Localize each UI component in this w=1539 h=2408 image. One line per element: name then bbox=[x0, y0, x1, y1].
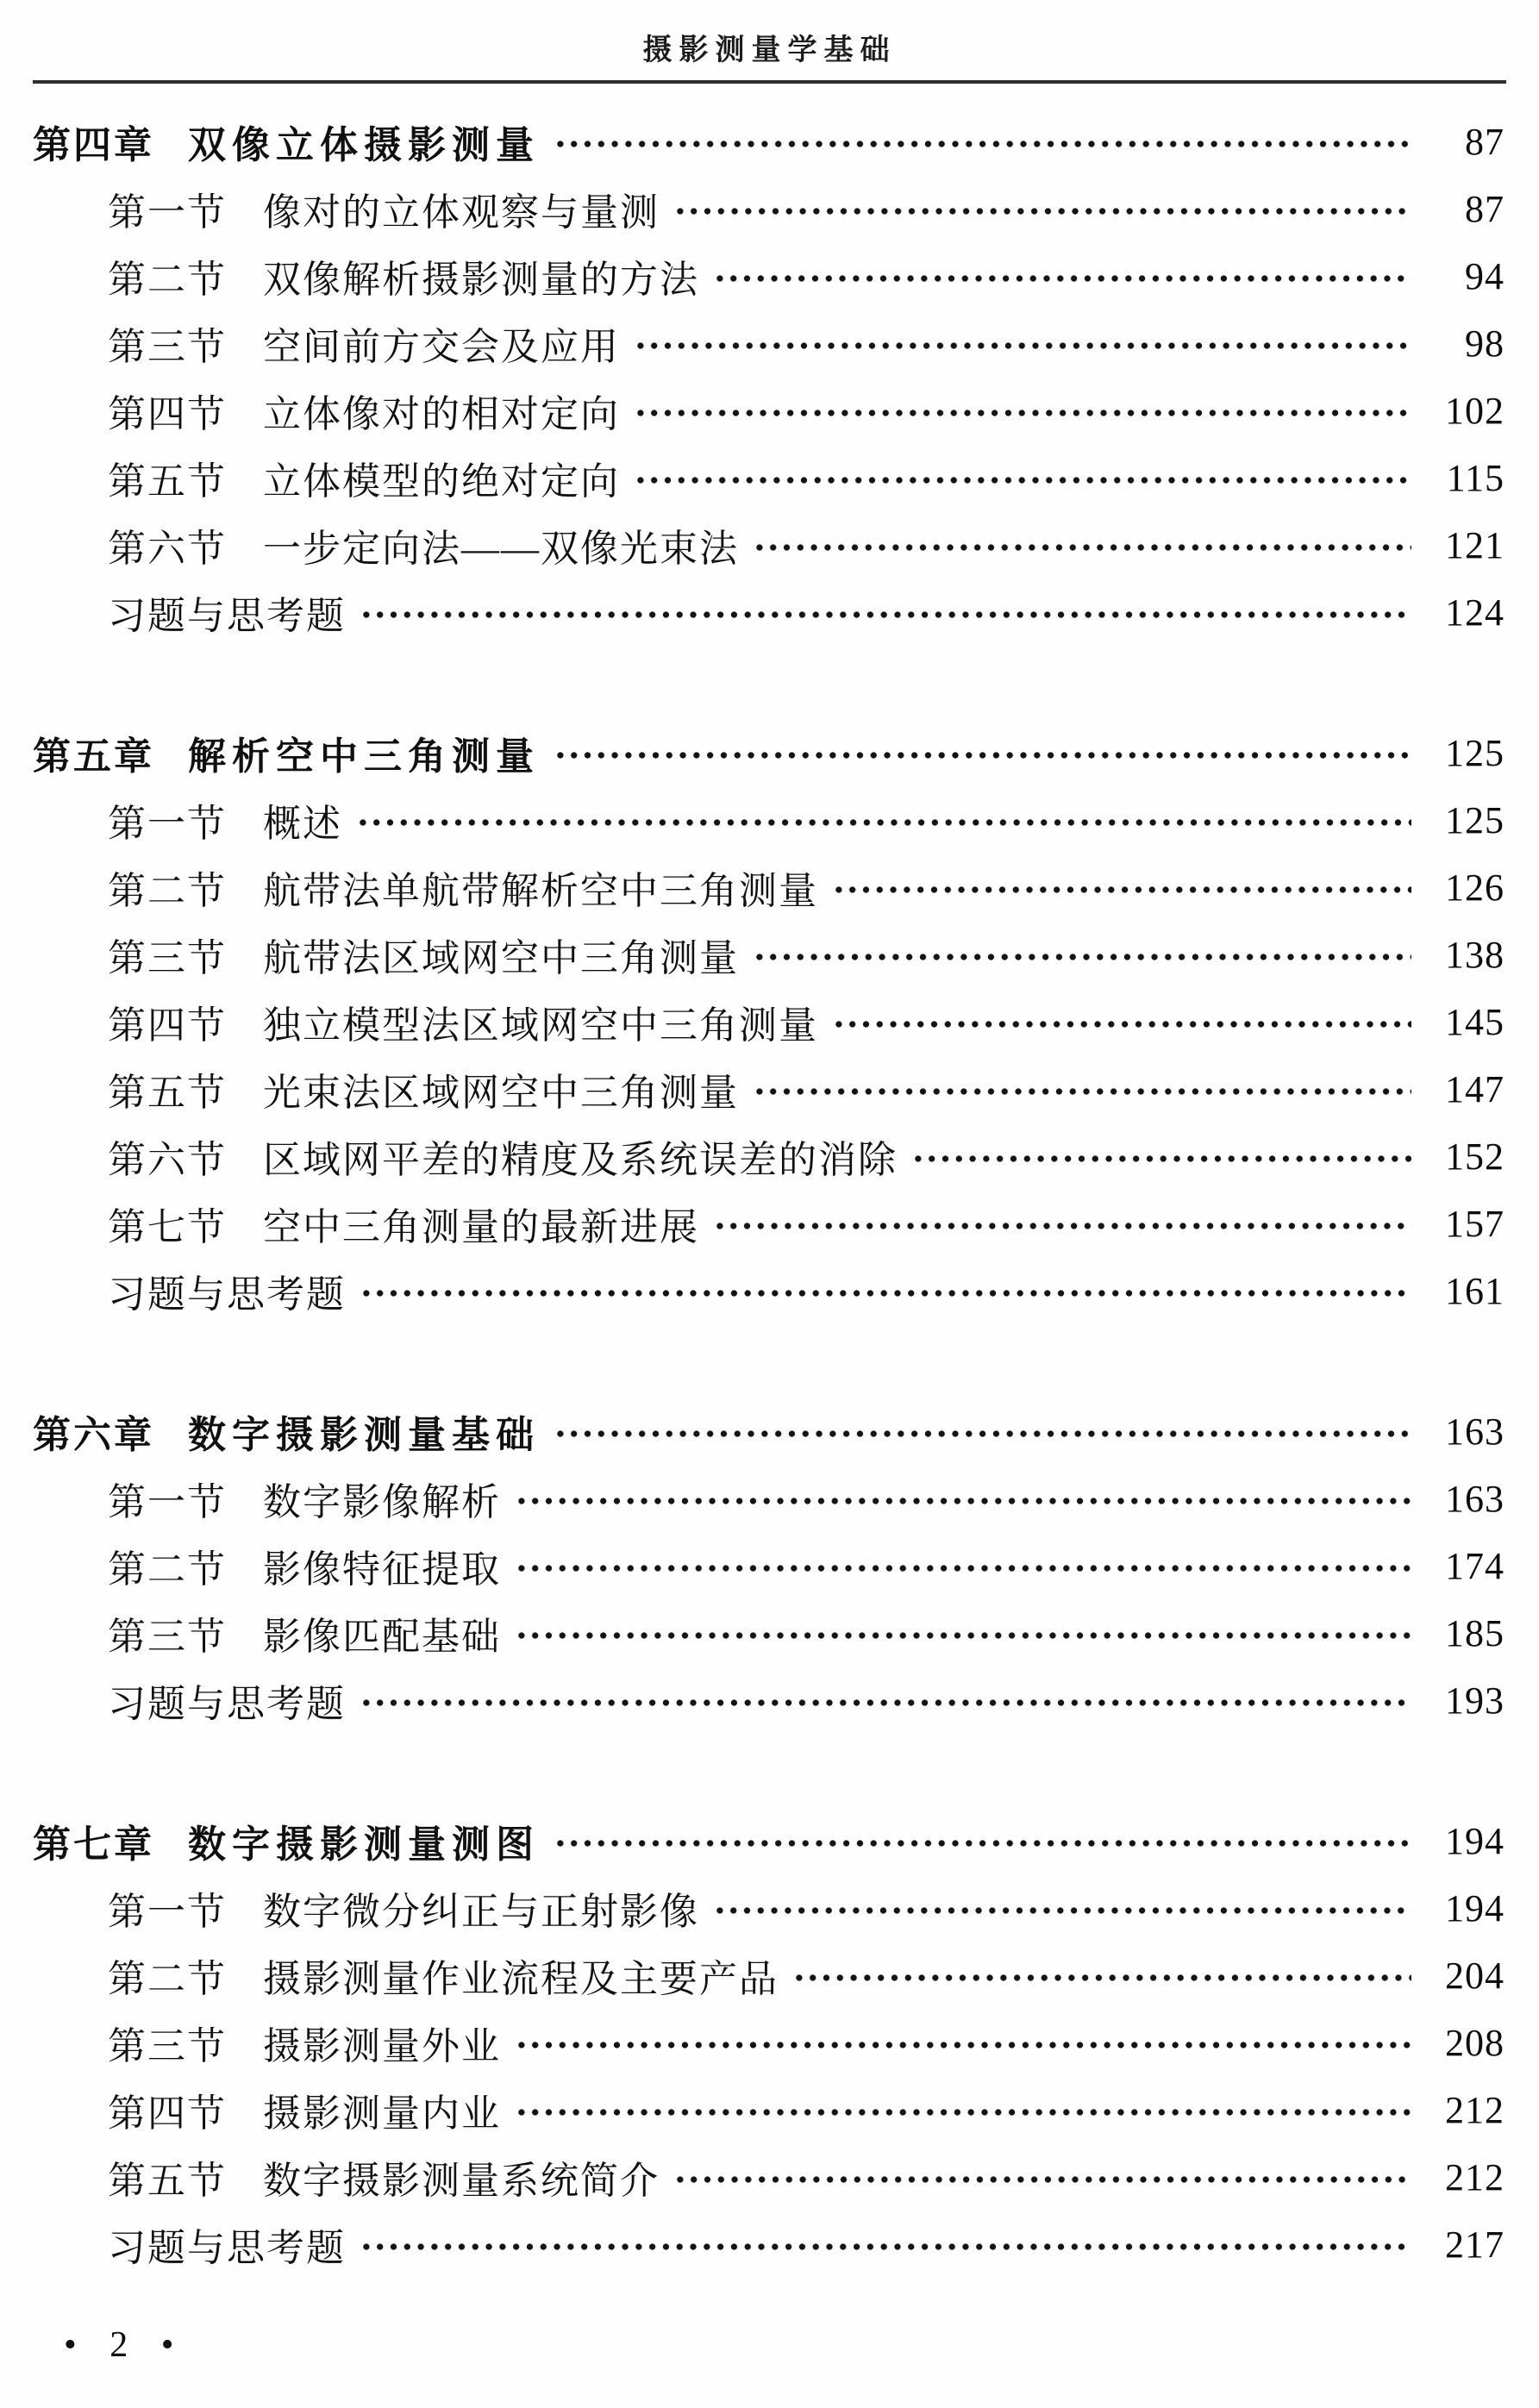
page-number: 161 bbox=[1445, 1269, 1505, 1312]
section-title: 影像特征提取 bbox=[263, 1548, 501, 1591]
section-title: 数字影像解析 bbox=[263, 1481, 501, 1523]
page-number: 194 bbox=[1445, 1886, 1505, 1930]
page-number: 163 bbox=[1445, 1477, 1505, 1520]
toc-section-row bbox=[0, 1067, 1539, 1114]
page-number: 163 bbox=[1445, 1410, 1505, 1453]
section-title: 空间前方交会及应用 bbox=[263, 326, 620, 368]
footer-page-number: • 2 • bbox=[64, 2325, 186, 2365]
section-title: 影像匹配基础 bbox=[263, 1616, 501, 1658]
section-title: 数字摄影测量系统简介 bbox=[263, 2160, 660, 2202]
section-title: 光束法区域网空中三角测量 bbox=[263, 1072, 739, 1114]
toc-section-row bbox=[0, 2155, 1539, 2202]
section-number: 第三节 bbox=[108, 937, 227, 979]
dot-leader bbox=[792, 1973, 1411, 1982]
section-title: 摄影测量作业流程及主要产品 bbox=[263, 1958, 779, 2000]
toc-section-row bbox=[0, 1954, 1539, 2000]
dot-leader bbox=[360, 2242, 1411, 2251]
page-number: 212 bbox=[1445, 2155, 1505, 2198]
book-title: 摄影测量学基础 bbox=[642, 34, 897, 66]
page-number: 204 bbox=[1445, 1954, 1505, 1997]
section-title: 区域网平差的精度及系统误差的消除 bbox=[263, 1139, 898, 1181]
page-number: 98 bbox=[1465, 322, 1505, 365]
page-number: 174 bbox=[1445, 1544, 1505, 1587]
toc-section-row bbox=[0, 866, 1539, 912]
page-number: 157 bbox=[1445, 1202, 1505, 1245]
toc-section-row bbox=[0, 2021, 1539, 2067]
chapter-number: 第七章 bbox=[33, 1823, 154, 1866]
page-number: 212 bbox=[1445, 2088, 1505, 2131]
header-rule bbox=[33, 80, 1506, 84]
toc-section-row bbox=[0, 322, 1539, 368]
section-number: 第五节 bbox=[108, 1072, 227, 1114]
section-number: 第五节 bbox=[108, 2160, 227, 2202]
dot-leader bbox=[911, 1154, 1411, 1163]
chapter-number: 第四章 bbox=[33, 124, 154, 166]
section-number: 第三节 bbox=[108, 1616, 227, 1658]
section-number: 第一节 bbox=[108, 1891, 227, 1933]
section-number: 第六节 bbox=[108, 1139, 227, 1181]
toc-section-row bbox=[0, 798, 1539, 845]
page-number: 193 bbox=[1445, 1679, 1505, 1722]
page-number: 185 bbox=[1445, 1611, 1505, 1654]
dot-leader bbox=[515, 2108, 1411, 2117]
page-number: 217 bbox=[1445, 2223, 1505, 2266]
exercise-title: 习题与思考题 bbox=[108, 1683, 346, 1725]
table-of-contents bbox=[0, 120, 1539, 2269]
dot-leader bbox=[356, 818, 1411, 827]
toc-section-row bbox=[0, 1202, 1539, 1248]
toc-chapter-block bbox=[0, 1819, 1539, 2269]
toc-chapter-block bbox=[0, 731, 1539, 1316]
section-number: 第一节 bbox=[108, 1481, 227, 1523]
page-number: 145 bbox=[1445, 1000, 1505, 1043]
section-title: 概述 bbox=[263, 803, 342, 845]
page-number: 208 bbox=[1445, 2021, 1505, 2064]
dot-leader bbox=[634, 409, 1411, 417]
section-title: 立体模型的绝对定向 bbox=[263, 460, 620, 503]
page-number: 94 bbox=[1465, 254, 1505, 297]
section-number: 第二节 bbox=[108, 259, 227, 301]
toc-chapter-block bbox=[0, 1410, 1539, 1725]
page-number: 124 bbox=[1445, 591, 1505, 634]
dot-leader bbox=[515, 1631, 1411, 1640]
page-footer bbox=[64, 2324, 185, 2366]
page-number: 147 bbox=[1445, 1067, 1505, 1110]
dot-leader bbox=[515, 1497, 1411, 1505]
page-number: 121 bbox=[1445, 523, 1505, 566]
section-number: 第三节 bbox=[108, 2025, 227, 2067]
dot-leader bbox=[515, 2041, 1411, 2049]
toc-section-row bbox=[0, 2088, 1539, 2135]
dot-leader bbox=[554, 1839, 1411, 1848]
section-title: 航带法单航带解析空中三角测量 bbox=[263, 870, 818, 912]
chapter-title: 数字摄影测量基础 bbox=[188, 1414, 540, 1456]
dot-leader bbox=[753, 1087, 1411, 1096]
toc-exercise-row bbox=[0, 2223, 1539, 2269]
dot-leader bbox=[360, 1698, 1411, 1707]
toc-section-row bbox=[0, 1000, 1539, 1047]
section-number: 第一节 bbox=[108, 803, 227, 845]
dot-leader bbox=[713, 1222, 1411, 1230]
page-number: 87 bbox=[1465, 187, 1505, 230]
section-title: 摄影测量外业 bbox=[263, 2025, 501, 2067]
section-title: 航带法区域网空中三角测量 bbox=[263, 937, 739, 979]
toc-section-row bbox=[0, 523, 1539, 570]
chapter-number: 第六章 bbox=[33, 1414, 154, 1456]
section-title: 双像解析摄影测量的方法 bbox=[263, 259, 699, 301]
toc-chapter-row bbox=[0, 1410, 1539, 1456]
toc-section-row bbox=[0, 933, 1539, 979]
section-title: 独立模型法区域网空中三角测量 bbox=[263, 1004, 818, 1047]
page-number: 115 bbox=[1446, 456, 1505, 499]
section-title: 空中三角测量的最新进展 bbox=[263, 1206, 699, 1248]
toc-section-row bbox=[0, 1477, 1539, 1523]
dot-leader bbox=[713, 274, 1411, 283]
section-number: 第四节 bbox=[108, 1004, 227, 1047]
section-title: 摄影测量内业 bbox=[263, 2092, 501, 2135]
toc-section-row bbox=[0, 187, 1539, 234]
toc-section-row bbox=[0, 1886, 1539, 1933]
toc-section-row bbox=[0, 1611, 1539, 1658]
toc-section-row bbox=[0, 1544, 1539, 1591]
dot-leader bbox=[753, 543, 1411, 552]
exercise-title: 习题与思考题 bbox=[108, 2227, 346, 2269]
dot-leader bbox=[554, 140, 1411, 148]
toc-exercise-row bbox=[0, 1679, 1539, 1725]
section-title: 立体像对的相对定向 bbox=[263, 393, 620, 435]
toc-section-row bbox=[0, 456, 1539, 503]
dot-leader bbox=[634, 476, 1411, 485]
section-number: 第一节 bbox=[108, 191, 227, 234]
page-number: 152 bbox=[1445, 1135, 1505, 1178]
toc-chapter-block bbox=[0, 120, 1539, 637]
section-number: 第二节 bbox=[108, 870, 227, 912]
chapter-title: 双像立体摄影测量 bbox=[188, 124, 540, 166]
section-title: 一步定向法——双像光束法 bbox=[263, 528, 739, 570]
dot-leader bbox=[713, 1906, 1411, 1915]
running-header bbox=[0, 0, 1539, 68]
dot-leader bbox=[554, 751, 1411, 760]
section-title: 像对的立体观察与量测 bbox=[263, 191, 660, 234]
dot-leader bbox=[360, 610, 1411, 619]
toc-chapter-row bbox=[0, 120, 1539, 166]
page-number: 126 bbox=[1445, 866, 1505, 909]
section-number: 第四节 bbox=[108, 393, 227, 435]
dot-leader bbox=[673, 207, 1411, 216]
dot-leader bbox=[832, 885, 1411, 894]
section-number: 第三节 bbox=[108, 326, 227, 368]
exercise-title: 习题与思考题 bbox=[108, 595, 346, 637]
page-number: 102 bbox=[1445, 389, 1505, 432]
section-number: 第五节 bbox=[108, 460, 227, 503]
dot-leader bbox=[515, 1564, 1411, 1573]
toc-exercise-row bbox=[0, 1269, 1539, 1316]
toc-section-row bbox=[0, 1135, 1539, 1181]
dot-leader bbox=[673, 2175, 1411, 2184]
toc-chapter-row bbox=[0, 731, 1539, 778]
page-number: 125 bbox=[1445, 798, 1505, 841]
toc-chapter-row bbox=[0, 1819, 1539, 1866]
exercise-title: 习题与思考题 bbox=[108, 1273, 346, 1316]
section-number: 第四节 bbox=[108, 2092, 227, 2135]
dot-leader bbox=[832, 1020, 1411, 1029]
page-number: 138 bbox=[1445, 933, 1505, 976]
section-title: 数字微分纠正与正射影像 bbox=[263, 1891, 699, 1933]
page-number: 87 bbox=[1465, 120, 1505, 163]
section-number: 第七节 bbox=[108, 1206, 227, 1248]
toc-exercise-row bbox=[0, 591, 1539, 637]
section-number: 第二节 bbox=[108, 1548, 227, 1591]
chapter-title: 解析空中三角测量 bbox=[188, 735, 540, 778]
dot-leader bbox=[634, 341, 1411, 350]
dot-leader bbox=[554, 1429, 1411, 1438]
dot-leader bbox=[753, 953, 1411, 961]
chapter-number: 第五章 bbox=[33, 735, 154, 778]
dot-leader bbox=[360, 1289, 1411, 1298]
chapter-title: 数字摄影测量测图 bbox=[188, 1823, 540, 1866]
section-number: 第二节 bbox=[108, 1958, 227, 2000]
page-number: 194 bbox=[1445, 1819, 1505, 1862]
section-number: 第六节 bbox=[108, 528, 227, 570]
toc-section-row bbox=[0, 254, 1539, 301]
page-number: 125 bbox=[1445, 731, 1505, 774]
toc-section-row bbox=[0, 389, 1539, 435]
